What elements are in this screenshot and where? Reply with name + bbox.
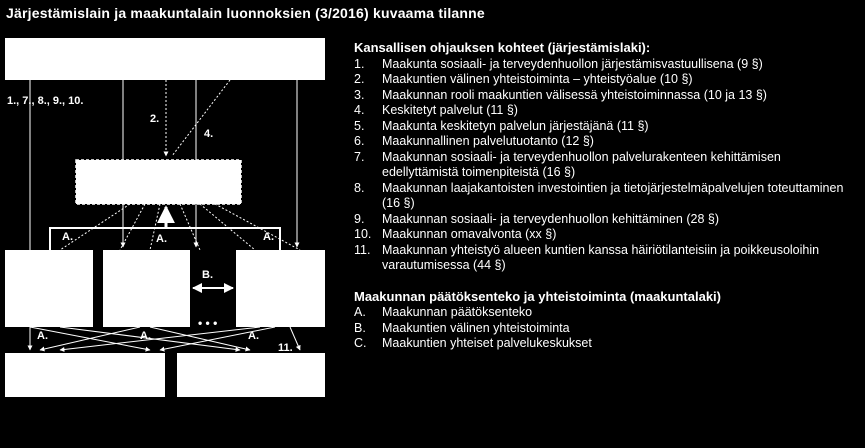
list-item: 9. Maakunnan sosiaali- ja terveydenhuollon kehittäminen (28 §) bbox=[354, 211, 720, 226]
label-b: B. bbox=[202, 269, 213, 281]
region-box-right bbox=[236, 250, 325, 327]
list-item: 11. Maakunnan yhteistyö alueen kuntien kanssa häiriötilanteisiin ja poikkeusoloihin varautumisessa (44 §) bbox=[354, 242, 820, 272]
arrow-4 bbox=[172, 80, 230, 156]
list-item: 5. Maakunta keskitetyn palvelun järjestäjänä (11 §) bbox=[354, 118, 649, 133]
list-item: C. Maakuntien yhteiset palvelukeskukset bbox=[354, 336, 592, 350]
label-2: 2. bbox=[150, 113, 160, 125]
list-item: 2. Maakuntien välinen yhteistoiminta – yhteistyöalue (10 §) bbox=[354, 72, 693, 86]
national-steering-box bbox=[5, 38, 325, 80]
region-box-left bbox=[5, 250, 93, 327]
list-item: A. Maakunnan päätöksenteko bbox=[354, 305, 533, 319]
legend-panel bbox=[354, 40, 859, 352]
regional-heading: Maakunnan päätöksenteko ja yhteistoiminta (maakuntalaki) bbox=[354, 288, 721, 304]
structure-diagram bbox=[0, 0, 345, 448]
list-item: 6. Maakunnallinen palvelutuotanto (12 §) bbox=[354, 134, 594, 148]
label-a-bottom-3: A. bbox=[248, 330, 259, 342]
region-box-middle bbox=[103, 250, 190, 327]
label-4: 4. bbox=[204, 128, 214, 140]
label-a-right: A. bbox=[263, 231, 274, 243]
cooperation-area-box bbox=[76, 160, 241, 204]
list-item: 10. Maakunnan omavalvonta (xx §) bbox=[354, 227, 557, 241]
municipality-box-left bbox=[5, 353, 165, 397]
list-item: 3. Maakunnan rooli maakuntien välisessä yhteistoiminnassa (10 ja 13 §) bbox=[354, 87, 767, 102]
list-item: B. Maakuntien välinen yhteistoiminta bbox=[354, 320, 570, 335]
list-item: 8. Maakunnan laajakantoisten investointien ja tietojärjestelmäpalvelujen toteuttaminen (16 §) bbox=[354, 180, 844, 210]
label-ellipsis: • • • bbox=[198, 316, 218, 330]
municipality-box-right bbox=[177, 353, 325, 397]
national-heading: Kansallisen ohjauksen kohteet (järjestämislaki): bbox=[354, 40, 651, 55]
label-a-bottom-2: A. bbox=[140, 330, 151, 342]
label-left-arrows: 1., 7., 8., 9., 10. bbox=[7, 95, 84, 107]
page-title: Järjestämislain ja maakuntalain luonnoksien (3/2016) kuvaama tilanne bbox=[6, 5, 485, 21]
label-a-bottom-1: A. bbox=[37, 330, 48, 342]
national-list bbox=[354, 57, 859, 274]
list-item: 1. Maakunta sosiaali- ja terveydenhuollon järjestämisvastuullisena (9 §) bbox=[354, 56, 763, 71]
label-a-left: A. bbox=[62, 231, 73, 243]
label-11: 11. bbox=[278, 342, 293, 354]
list-item: 7. Maakunnan sosiaali- ja terveydenhuollon palvelurakenteen kehittämisen edellyttämistä toimenpiteistä (16 §) bbox=[354, 149, 781, 179]
label-a-mid: A. bbox=[156, 233, 167, 245]
list-item: 4. Keskitetyt palvelut (11 §) bbox=[354, 103, 518, 117]
regional-list bbox=[354, 305, 859, 352]
